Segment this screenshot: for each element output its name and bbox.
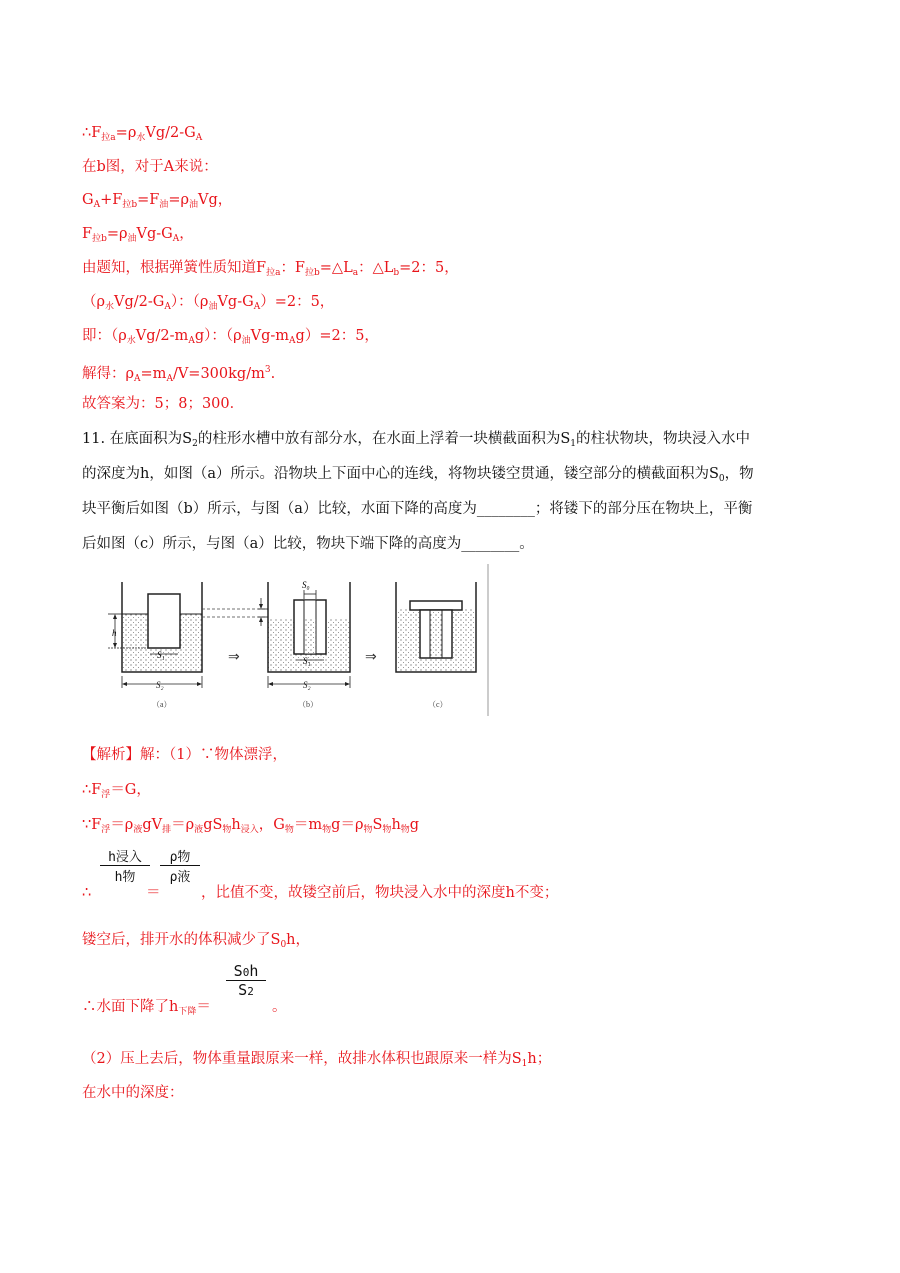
sub: a <box>352 268 359 278</box>
text: ，G <box>258 817 285 833</box>
solution-line-4 <box>82 225 194 248</box>
period: 。 <box>272 999 287 1015</box>
text: +F <box>100 192 123 208</box>
sub: 油 <box>127 234 137 244</box>
analysis-line-6 <box>82 998 211 1021</box>
sub: A <box>195 133 203 143</box>
sub: 排 <box>162 825 172 835</box>
sub: A <box>93 200 101 210</box>
sub: A <box>188 336 195 346</box>
text: ∵F <box>82 817 102 833</box>
analysis-line-7 <box>82 1050 551 1073</box>
text: Vg/2-G <box>114 294 165 310</box>
sub: A <box>164 302 171 312</box>
text: ＝m <box>293 817 323 833</box>
sub: 浮 <box>101 825 111 835</box>
analysis-line-2 <box>82 781 151 804</box>
solution-line-9: 故答案为：5；8；300． <box>82 396 245 412</box>
question-line-3: 块平衡后如图（b）所示，与图（a）比较，水面下降的高度为________；将镂下的部分压在物块上，平衡 <box>82 501 753 517</box>
sub: 1 <box>570 439 577 449</box>
sub: 水 <box>136 133 146 143</box>
solution-line-6 <box>82 293 334 316</box>
text: ＝ρ <box>171 817 195 833</box>
sub: 1 <box>521 1059 528 1069</box>
arrow-1: ⇒ <box>228 650 240 665</box>
text: =ρ <box>168 192 189 208</box>
arrow-2: ⇒ <box>365 650 377 665</box>
caption-c: （c） <box>428 700 448 709</box>
text: F <box>82 226 93 242</box>
text: ＝ <box>196 999 211 1015</box>
numerator: h浸入 <box>108 850 142 865</box>
label-s0: S₀ <box>302 580 310 590</box>
sub: 液 <box>133 825 143 835</box>
text: （ρ <box>82 294 106 310</box>
sub: 油 <box>159 200 169 210</box>
text: =ρ <box>106 226 128 242</box>
sub: A <box>289 336 296 346</box>
sub: 下降 <box>178 1007 197 1017</box>
text: g）=2：5， <box>295 328 379 344</box>
text: g）：（ρ <box>194 328 242 344</box>
text: ∴F <box>82 782 102 798</box>
label-s2-a: S₂ <box>156 680 164 690</box>
sub: 水 <box>126 336 136 346</box>
analysis-line-8: 在水中的深度： <box>82 1085 184 1101</box>
text: g <box>409 817 420 833</box>
text: ：△L <box>358 260 394 276</box>
sub: 物 <box>363 825 373 835</box>
solution-line-8 <box>82 361 275 388</box>
solution-line-1 <box>82 124 202 147</box>
text: S <box>372 817 383 833</box>
sub: b <box>393 268 400 278</box>
text: gV <box>142 817 163 833</box>
sub: 物 <box>322 825 332 835</box>
text: gS <box>203 817 223 833</box>
figure-b <box>258 580 350 709</box>
text: h， <box>286 932 311 948</box>
text: 解得：ρ <box>82 366 135 382</box>
pressed-piece-c <box>410 601 462 610</box>
physics-figure <box>100 564 495 716</box>
figure-a <box>108 582 202 709</box>
sub: A <box>166 374 173 384</box>
text: 即：（ρ <box>82 328 127 344</box>
text: （2）压上去后，物体重量跟原来一样，故排水体积也跟原来一样为S <box>82 1051 522 1067</box>
question-line-4: 后如图（c）所示，与图（a）比较，物块下端下降的高度为________。 <box>82 536 534 552</box>
sub: 液 <box>194 825 204 835</box>
numerator: ρ物 <box>169 850 191 865</box>
text: ， <box>179 226 194 242</box>
text: ＝ρ <box>110 817 134 833</box>
block-a <box>148 594 180 648</box>
figure-c <box>396 582 476 709</box>
sub: 拉a <box>266 268 281 278</box>
sub: 油 <box>241 336 251 346</box>
sub: 2 <box>247 985 254 998</box>
text: ：F <box>280 260 305 276</box>
text: ＝G， <box>110 782 151 798</box>
caption-b: （b） <box>298 700 318 709</box>
label-h: h <box>112 628 117 638</box>
sub: 拉b <box>92 234 107 244</box>
text: 由题知，根据弹簧性质知道F <box>82 260 267 276</box>
text: ，物 <box>724 466 754 482</box>
analysis-line-3 <box>82 816 419 839</box>
text: S <box>238 981 248 999</box>
denominator: ρ液 <box>160 865 200 885</box>
sub: 0 <box>280 940 287 950</box>
numerator <box>226 962 266 980</box>
sub: A <box>253 302 261 312</box>
text: Vg， <box>198 192 233 208</box>
sub: 物 <box>400 825 410 835</box>
sub: 物 <box>222 825 232 835</box>
analysis-line-1: 【解析】解：（1）∵物体漂浮， <box>82 747 287 763</box>
text: S <box>233 962 243 980</box>
text: Vg/2-m <box>135 328 189 344</box>
label-s2-b: S₂ <box>303 680 311 690</box>
sub: 物 <box>382 825 392 835</box>
equals-sign: ＝ <box>146 885 161 901</box>
sub: 0 <box>718 474 725 484</box>
sub: 0 <box>242 966 250 979</box>
sub: 水 <box>105 302 115 312</box>
text: Vg-G <box>217 294 254 310</box>
text: Vg-m <box>250 328 290 344</box>
text: h <box>249 962 259 980</box>
solution-line-3 <box>82 191 232 214</box>
text: =F <box>137 192 160 208</box>
sub: A <box>134 374 141 384</box>
text: ∴水面下降了h <box>82 999 179 1015</box>
text: ∴F <box>82 125 102 141</box>
sub: A <box>172 234 180 244</box>
text: Vg/2-G <box>145 125 196 141</box>
sub: 2 <box>192 439 198 449</box>
text: h <box>391 817 401 833</box>
sub: 浮 <box>101 790 111 800</box>
text: =△L <box>319 260 353 276</box>
caption-a: （a） <box>152 700 172 709</box>
text: =m <box>140 366 167 382</box>
text: Vg-G <box>136 226 173 242</box>
text: =2：5， <box>399 260 459 276</box>
solution-line-2: 在b图，对于A来说： <box>82 159 218 175</box>
fraction-rho-ratio <box>160 846 200 885</box>
label-s1-b: S₁ <box>303 656 311 666</box>
analysis-line-5 <box>82 931 310 954</box>
text: h； <box>527 1051 552 1067</box>
sub: 浸入 <box>240 825 259 835</box>
solution-line-7 <box>82 327 379 350</box>
sup: 3 <box>264 365 271 375</box>
denominator <box>226 980 266 999</box>
sub: 物 <box>284 825 294 835</box>
text: G <box>82 192 94 208</box>
text: /V=300kg/m <box>172 366 265 382</box>
text: 的柱形水槽中放有部分水，在水面上浮着一块横截面积为S <box>197 431 571 447</box>
sub: 油 <box>189 200 199 210</box>
sub: 拉a <box>101 133 116 143</box>
text: ）：（ρ <box>170 294 209 310</box>
text: 的深度为h，如图（a）所示。沿物块上下面中心的连线，将物块镂空贯通，镂空部分的横截面积为S <box>82 466 719 482</box>
label-s1: S₁ <box>157 650 165 660</box>
fraction-h-ratio <box>100 846 150 885</box>
text: ）=2：5， <box>260 294 335 310</box>
question-line-2 <box>82 465 754 488</box>
text: 11. 在底面积为S <box>82 431 193 447</box>
sub: 拉b <box>122 200 138 210</box>
text: . <box>270 366 276 382</box>
question-line-1 <box>82 430 750 453</box>
text: =ρ <box>115 125 137 141</box>
solution-line-5 <box>82 259 459 282</box>
fraction-drop <box>226 962 266 999</box>
sub: 拉b <box>305 268 320 278</box>
sub: 油 <box>208 302 218 312</box>
text: 镂空后，排开水的体积减少了S <box>82 932 281 948</box>
text: g＝ρ <box>331 817 364 833</box>
text: h <box>231 817 241 833</box>
analysis-line-4: ，比值不变，故镂空前后，物块浸入水中的深度h不变； <box>201 885 559 901</box>
text: 的柱状物块，物块浸入水中 <box>576 431 751 447</box>
therefore-sign: ∴ <box>82 885 92 901</box>
denominator: h物 <box>100 865 150 885</box>
